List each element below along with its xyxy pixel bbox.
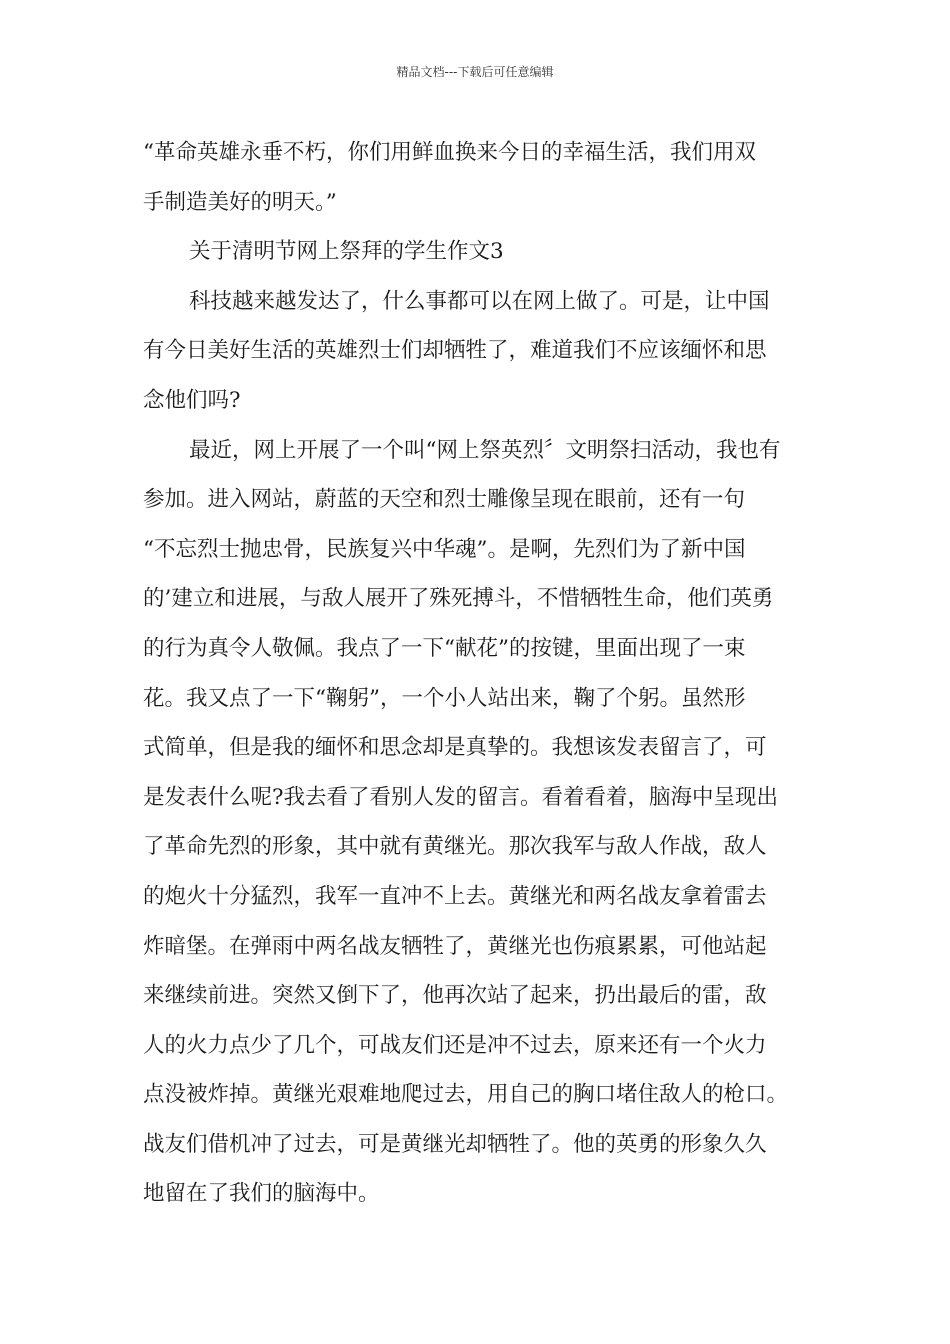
text-line: 参加。进入网站，蔚蓝的天空和烈士雕像呈现在眼前，还有一句 <box>143 487 746 513</box>
text-line: “革命英雄永垂不朽，你们用鲜血换来今日的幸福生活，我们用双 <box>143 140 756 165</box>
text-line: 的’建立和进展，与敌人展开了殊死搏斗，不惜牺牲生命，他们英勇 <box>143 586 774 612</box>
text-line: 花。我又点了一下“鞠躬”，一个小人站出来，鞠了个躬。虽然形 <box>143 685 746 711</box>
text-line: 战友们借机冲了过去，可是黄继光却牺牲了。他的英勇的形象久久 <box>143 1131 767 1157</box>
page-header: 精品文档---下载后可任意编辑 <box>396 65 554 79</box>
text-line: 炸暗堡。在弹雨中两名战友牺牲了，黄继光也伤痕累累，可他站起 <box>143 933 767 959</box>
text-line: 人的火力点少了几个，可战友们还是冲不过去，原来还有一个火力 <box>143 1032 767 1058</box>
text-line: 了革命先烈的形象，其中就有黄继光。那次我军与敌人作战，敌人 <box>143 834 767 860</box>
text-line: 地留在了我们的脑海中。 <box>143 1181 380 1207</box>
text-line: 来继续前进。突然又倒下了，他再次站了起来，扔出最后的雷，敌 <box>143 983 767 1009</box>
text-line: 念他们吗? <box>143 387 241 413</box>
section-heading: 关于清明节网上祭拜的学生作文3 <box>189 239 504 265</box>
text-line: 式简单，但是我的缅怀和思念却是真挚的。我想该发表留言了，可 <box>143 735 767 761</box>
text-line: “不忘烈士抛忠骨，民族复兴中华魂”。是啊，先烈们为了新中国 <box>143 536 746 562</box>
text-line: 有今日美好生活的英雄烈士们却牺牲了，难道我们不应该缅怀和思 <box>143 338 767 364</box>
article-body <box>143 128 808 1219</box>
text-line: 科技越来越发达了，什么事都可以在网上做了。可是，让中国 <box>189 288 770 314</box>
text-line: 是发表什么呢?我去看了看别人发的留言。看着看着，脑海中呈现出 <box>143 784 779 810</box>
text-line: 点没被炸掉。黄继光艰难地爬过去，用自己的胸口堵住敌人的枪口。 <box>143 1082 789 1108</box>
text-line: 最近，网上开展了一个叫“网上祭英烈〞文明祭扫活动，我也有 <box>189 437 781 463</box>
text-line: 手制造美好的明天。” <box>143 189 337 215</box>
text-line: 的炮火十分猛烈，我军一直冲不上去。黄继光和两名战友拿着雷去 <box>143 883 767 909</box>
text-line: 的行为真令人敬佩。我点了一下“献花”的按键，里面出现了一束 <box>143 635 746 661</box>
